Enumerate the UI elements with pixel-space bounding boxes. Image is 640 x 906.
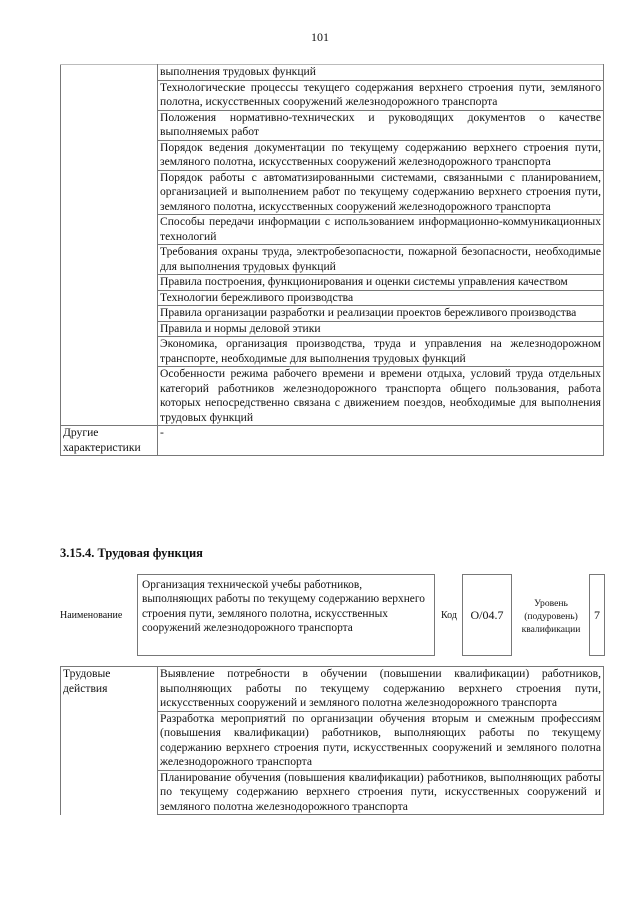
other-characteristics-label: Другие характеристики — [61, 426, 158, 456]
knowledge-item: Способы передачи информации с использованием информационно-коммуникационных технологий — [158, 215, 604, 245]
knowledge-item: Правила организации разработки и реализации проектов бережливого производства — [158, 306, 604, 322]
knowledge-item: Требования охраны труда, электробезопасности, пожарной безопасности, необходимые для выполнения трудовых функций — [158, 245, 604, 275]
knowledge-item: Порядок ведения документации по текущему содержанию верхнего строения пути, земляного полотна, искусственных сооружений железнодорожного транспорта — [158, 140, 604, 170]
knowledge-item: Особенности режима рабочего времени и времени отдыха, условий труда отдельных категорий работников железнодорожного транспорта общего пользования, работа которых непосредственно связана с движением поездов, необходимые для выполнения трудовых функций — [158, 367, 604, 426]
labor-action-item: Планирование обучения (повышения квалификации) работников, выполняющих работы по текущему содержанию верхнего строения пути, искусственных сооружений и земляного полотна железнодорожного транспорта — [158, 770, 604, 815]
level-value: 7 — [594, 607, 600, 622]
knowledge-item: Экономика, организация производства, труда и управления на железнодорожном транспорте, необходимые для выполнения трудовых функций — [158, 337, 604, 367]
table-left-cell — [61, 65, 158, 426]
labor-action-item: Выявление потребности в обучении (повышении квалификации) работников, выполняющих работы по текущему содержанию верхнего строения пути, искусственных сооружений и земляного полотна железнодорожного транспорта — [158, 667, 604, 712]
knowledge-item: Технологические процессы текущего содержания верхнего строения пути, земляного полотна, искусственных сооружений железнодорожного транспорта — [158, 80, 604, 110]
knowledge-item: Правила построения, функционирования и оценки системы управления качеством — [158, 275, 604, 291]
level-value-box — [589, 574, 605, 656]
knowledge-item: Порядок работы с автоматизированными системами, связанными с планированием, организацией и выполнением работ по текущему содержанию верхнего строения пути, земляного полотна, искусственных сооружений железнодорожного транспорта — [158, 170, 604, 215]
knowledge-item: выполнения трудовых функций — [158, 65, 604, 81]
code-value-box — [462, 574, 512, 656]
knowledge-item: Технологии бережливого производства — [158, 290, 604, 306]
function-name: Организация технической учебы работников, выполняющих работы по текущему содержанию верхнего строения пути, земляного полотна, искусственных сооружений железнодорожного транспорта — [137, 574, 435, 656]
section-heading: 3.15.4. Трудовая функция — [60, 546, 203, 560]
knowledge-item: Правила и нормы деловой этики — [158, 321, 604, 337]
knowledge-item: Положения нормативно-технических и руководящих документов о качестве выполняемых работ — [158, 110, 604, 140]
labor-actions-table — [60, 666, 604, 815]
code-label: Код — [441, 610, 457, 621]
labor-actions-label: Трудовые действия — [61, 667, 158, 815]
other-characteristics-value: - — [158, 426, 604, 456]
page-number: 101 — [311, 30, 329, 44]
code-value: O/04.7 — [470, 607, 504, 622]
level-label: Уровень (подуровень) квалификации — [521, 598, 581, 635]
name-label: Наименование — [60, 610, 123, 621]
labor-action-item: Разработка мероприятий по организации обучения вторым и смежным профессиям (повышения квалификации) работников, выполняющих работы по текущему содержанию верхнего строения пути, искусственных сооружений и земляного полотна железнодорожного транспорта — [158, 711, 604, 770]
required-knowledge-table — [60, 64, 604, 456]
